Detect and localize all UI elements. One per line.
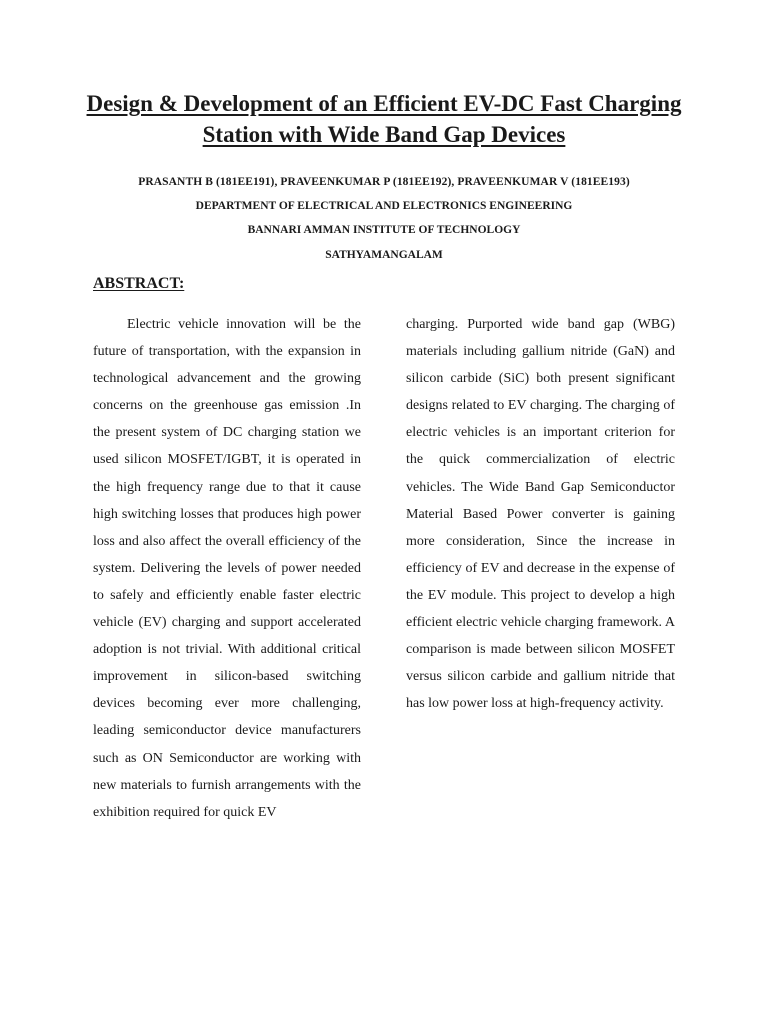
institution-name: BANNARI AMMAN INSTITUTE OF TECHNOLOGY [247, 224, 521, 236]
author-list: PRASANTH B (181EE191), PRAVEENKUMAR P (181EE192), PRAVEENKUMAR V (181EE193) [138, 176, 630, 188]
abstract-heading: ABSTRACT: [93, 275, 185, 292]
abstract-column-right: charging. Purported wide band gap (WBG) materials including gallium nitride (GaN) and silicon carbide (SiC) both present significant designs related to EV charging. The charging of electric vehicles is an important criterion for the quick commercialization of electric vehicles. The Wide Band Gap Semiconductor Material Based Power converter is gaining more consideration, Since the increase in efficiency of EV and decrease in the expense of the EV module. This project to develop a high efficient electric vehicle charging framework. A comparison is made between silicon MOSFET versus silicon carbide and gallium nitride that has low power loss at high-frequency activity. [406, 317, 675, 712]
paper-title: Design & Development of an Efficient EV-DC Fast Charging Station with Wide Band Gap Devices [86, 91, 682, 147]
abstract-column-left: Electric vehicle innovation will be the future of transportation, with the expansion in technological advancement and the growing concerns on the greenhouse gas emission .In the present system of DC charging station we used silicon MOSFET/IGBT, it is operated in the high frequency range due to that it cause high switching losses that produces high power loss and also affect the overall efficiency of the system. Delivering the levels of power needed to safely and efficiently enable faster electric vehicle (EV) charging and support accelerated adoption is not trivial. With additional critical improvement in silicon-based switching devices becoming ever more challenging, leading semiconductor device manufacturers such as ON Semiconductor are working with new materials to furnish arrangements with the exhibition required for quick EV [93, 317, 361, 820]
department-name: DEPARTMENT OF ELECTRICAL AND ELECTRONICS ENGINEERING [195, 200, 573, 212]
institution-location: SATHYAMANGALAM [325, 249, 443, 261]
